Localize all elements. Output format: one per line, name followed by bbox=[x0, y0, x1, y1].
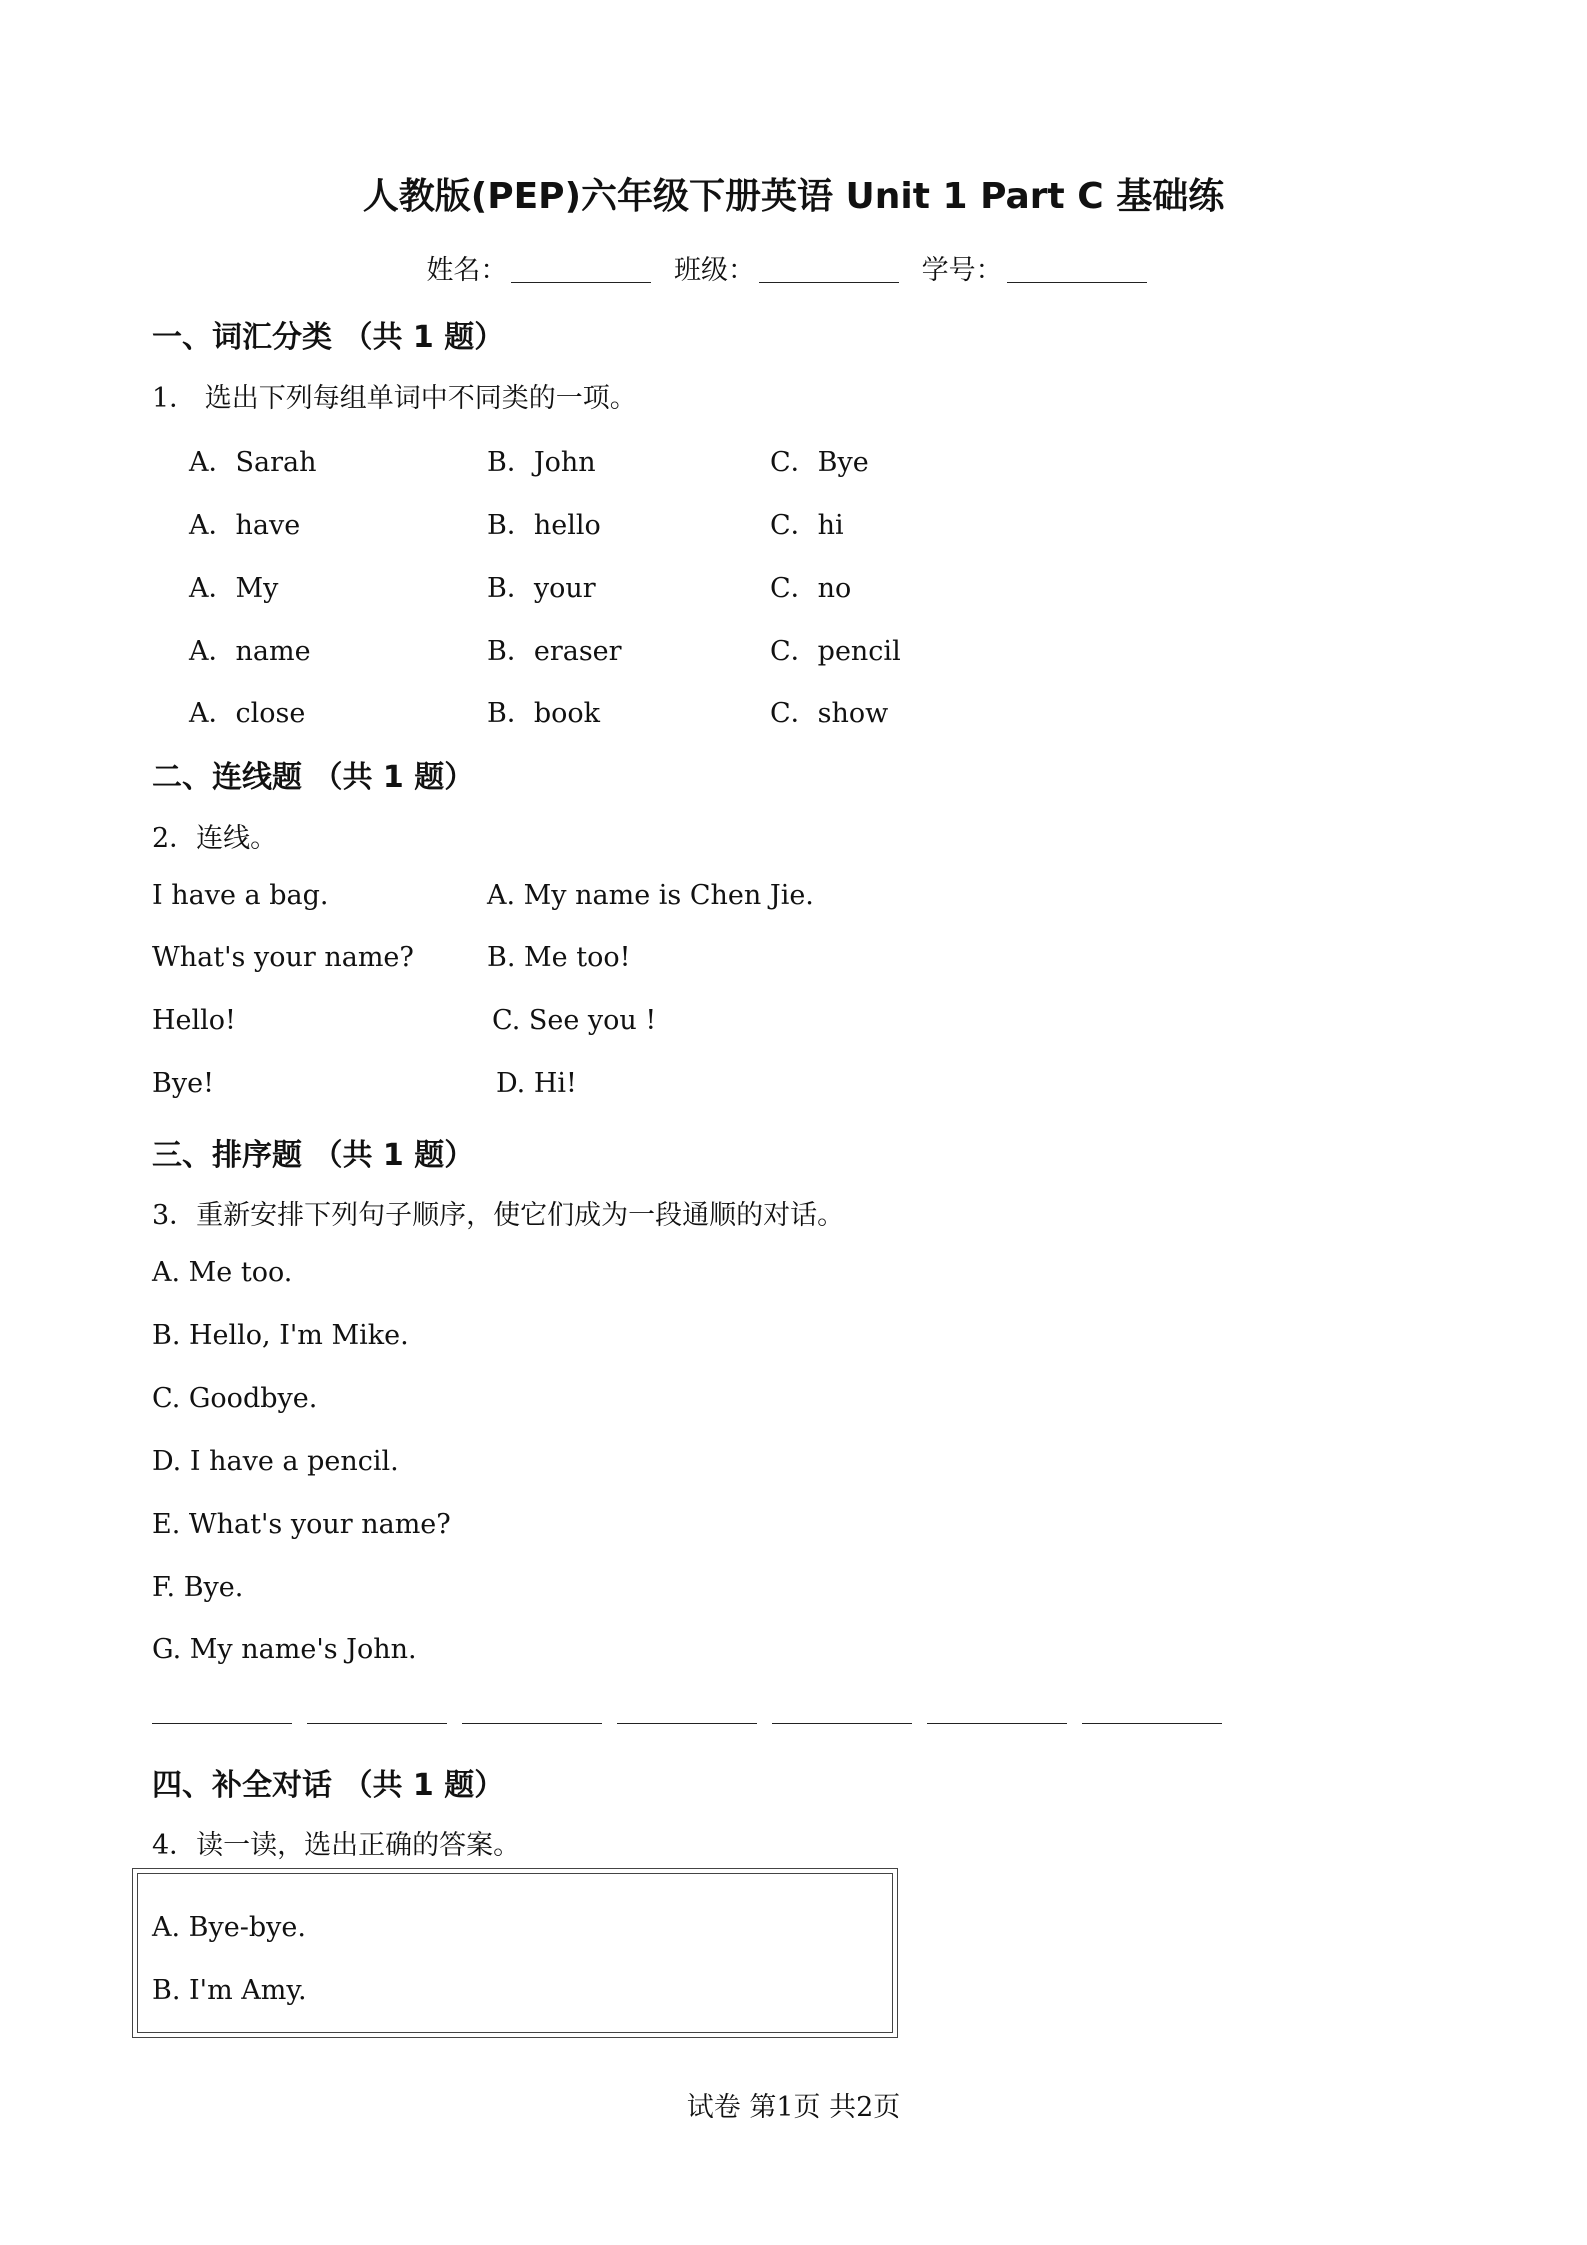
option: C．Bye bbox=[770, 447, 869, 478]
id-blank[interactable] bbox=[1007, 258, 1147, 283]
answer-blank[interactable] bbox=[617, 1703, 757, 1724]
option: A．close bbox=[189, 698, 306, 729]
order-item: G. My name's John. bbox=[152, 1634, 417, 1665]
match-right: C. See you ! bbox=[492, 1005, 657, 1036]
match-right: B. Me too! bbox=[487, 942, 631, 973]
match-left: Bye! bbox=[152, 1068, 214, 1099]
option: B．John bbox=[487, 447, 596, 478]
order-item: D. I have a pencil. bbox=[152, 1446, 399, 1477]
order-item: C. Goodbye. bbox=[152, 1383, 318, 1414]
match-left: I have a bag. bbox=[152, 880, 329, 911]
question-text: 3．重新安排下列句子顺序，使它们成为一段通顺的对话。 bbox=[152, 1200, 845, 1231]
option: A．My bbox=[189, 573, 279, 604]
question-text: 1． 选出下列每组单词中不同类的一项。 bbox=[152, 383, 637, 414]
option: C．show bbox=[770, 698, 889, 729]
options-box bbox=[132, 1868, 898, 2038]
question-text: 4．读一读，选出正确的答案。 bbox=[152, 1830, 521, 1861]
match-left: What's your name? bbox=[152, 942, 414, 973]
order-item: A. Me too. bbox=[152, 1257, 293, 1288]
answer-blank[interactable] bbox=[772, 1703, 912, 1724]
name-label: 姓名： bbox=[426, 255, 508, 286]
section-heading: 一、词汇分类 （共 1 题） bbox=[152, 320, 505, 355]
option: C．pencil bbox=[770, 636, 901, 667]
option: A．have bbox=[189, 510, 301, 541]
page-footer: 试卷 第1页 共2页 bbox=[686, 2092, 901, 2123]
section-heading: 四、补全对话 （共 1 题） bbox=[152, 1768, 505, 1803]
section-heading: 三、排序题 （共 1 题） bbox=[152, 1138, 475, 1173]
option: C．no bbox=[770, 573, 852, 604]
option: C．hi bbox=[770, 510, 844, 541]
answer-blank[interactable] bbox=[927, 1703, 1067, 1724]
id-label: 学号： bbox=[921, 255, 1003, 286]
option: A．Sarah bbox=[189, 447, 317, 478]
name-blank[interactable] bbox=[511, 258, 651, 283]
option: B．your bbox=[487, 573, 596, 604]
match-right: D. Hi! bbox=[496, 1068, 577, 1099]
answer-blank[interactable] bbox=[1082, 1703, 1222, 1724]
order-item: B. Hello, I'm Mike. bbox=[152, 1320, 409, 1351]
section-heading: 二、连线题 （共 1 题） bbox=[152, 760, 475, 795]
match-left: Hello! bbox=[152, 1005, 236, 1036]
box-option: A. Bye-bye. bbox=[152, 1912, 306, 1943]
option: B．hello bbox=[487, 510, 601, 541]
question-text: 2．连线。 bbox=[152, 823, 278, 854]
class-label: 班级： bbox=[674, 255, 755, 286]
order-item: F. Bye. bbox=[152, 1572, 244, 1603]
answer-blank[interactable] bbox=[152, 1703, 292, 1724]
box-option: B. I'm Amy. bbox=[152, 1975, 307, 2006]
page-title: 人教版(PEP)六年级下册英语 Unit 1 Part C 基础练 bbox=[362, 176, 1225, 217]
match-right: A. My name is Chen Jie. bbox=[487, 880, 814, 911]
option: B．book bbox=[487, 698, 600, 729]
class-blank[interactable] bbox=[759, 258, 899, 283]
answer-blanks bbox=[152, 1703, 1222, 1724]
option: B．eraser bbox=[487, 636, 622, 667]
answer-blank[interactable] bbox=[307, 1703, 447, 1724]
answer-blank[interactable] bbox=[462, 1703, 602, 1724]
option: A．name bbox=[189, 636, 311, 667]
options-box-inner bbox=[137, 1873, 893, 2033]
student-info bbox=[0, 248, 1587, 287]
order-item: E. What's your name? bbox=[152, 1509, 451, 1540]
